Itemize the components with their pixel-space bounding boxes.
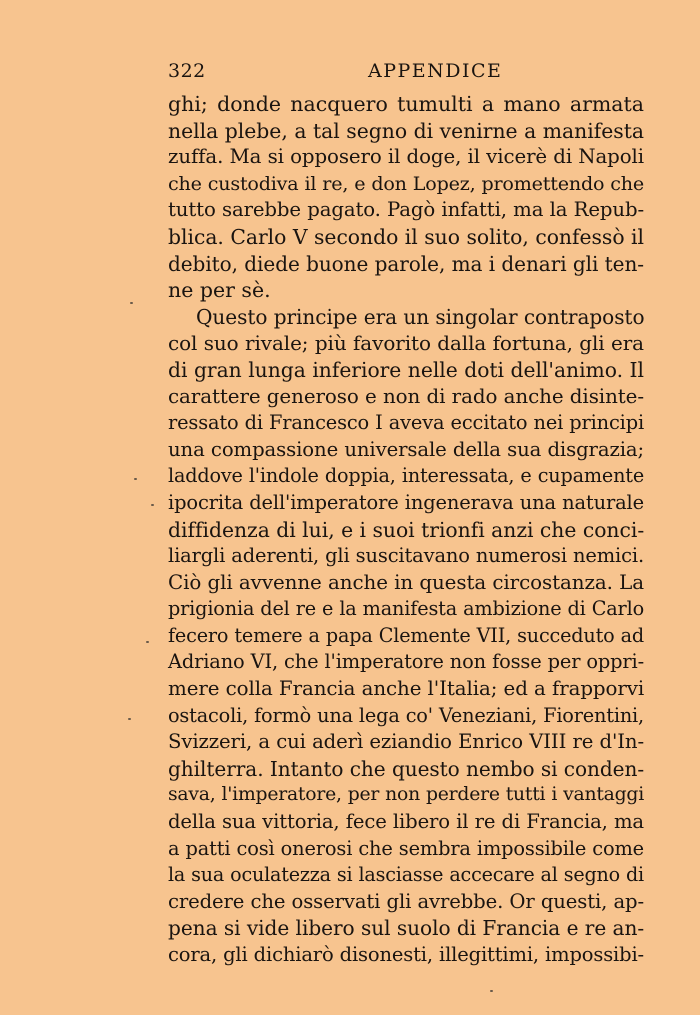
text-line: prigionia del re e la manifesta ambizione di Carlo (168, 597, 644, 621)
body-text (168, 91, 644, 969)
text-line: ressato di Francesco I aveva eccitato nei principi (168, 411, 644, 435)
margin-speck (128, 718, 131, 720)
text-line: Ciò gli avvenne anche in questa circostanza. La (168, 570, 644, 594)
page-header (168, 60, 648, 88)
text-line: col suo rivale; più favorito dalla fortuna, gli era (168, 331, 644, 356)
text-line: diffidenza di lui, e i suoi trionfi anzi che conci- (168, 517, 645, 542)
text-line: la sua oculatezza si lasciasse accecare al segno di (168, 863, 644, 887)
text-line: debito, diede buone parole, ma i denari gli ten- (168, 251, 644, 276)
text-line: ipocrita dell'imperatore ingenerava una naturale (168, 490, 644, 514)
text-line: zuffa. Ma si opposero il doge, il vicerè di Napoli (168, 145, 644, 169)
text-line: di gran lunga inferiore nelle doti dell'animo. Il (168, 357, 644, 382)
page-number: 322 (168, 60, 206, 82)
text-line: che custodiva il re, e don Lopez, promettendo che (168, 171, 644, 195)
margin-speck (151, 504, 154, 506)
text-line: Svizzeri, a cui aderì eziandio Enrico VIII re d'In- (168, 730, 644, 754)
text-line: carattere generoso e non di rado anche disinte- (168, 384, 644, 408)
text-line: ostacoli, formò una lega co' Veneziani, Fiorentini, (168, 703, 644, 727)
text-line: una compassione universale della sua disgrazia; (168, 437, 644, 461)
text-line: credere che osservati gli avrebbe. Or questi, ap- (168, 889, 644, 913)
text-line: sava, l'imperatore, per non perdere tutti i vantaggi (168, 784, 644, 806)
paragraph (168, 91, 644, 304)
running-head: APPENDICE (368, 60, 503, 82)
paragraph (168, 304, 644, 969)
margin-speck (146, 641, 149, 643)
text-line: a patti così onerosi che sembra impossibile come (168, 836, 644, 860)
text-line: nella plebe, a tal segno di venirne a manifesta (168, 118, 644, 143)
text-line: Questo principe era un singolar contraposto (196, 304, 645, 329)
margin-speck (130, 302, 133, 304)
text-line: ghi; donde nacquero tumulti a mano armata (168, 92, 644, 116)
text-line: laddove l'indole doppia, interessata, e cupamente (168, 464, 644, 488)
text-line: liargli aderenti, gli suscitavano numerosi nemici. (168, 544, 644, 568)
text-line: ghilterra. Intanto che questo nembo si conden- (168, 756, 645, 781)
text-line: della sua vittoria, fece libero il re di Francia, ma (168, 810, 644, 834)
text-line: cora, gli dichiarò disonesti, illegittimi, impossibi- (168, 943, 644, 966)
margin-speck (490, 990, 493, 992)
text-line: mere colla Francia anche l'Italia; ed a frapporvi (168, 677, 645, 701)
text-line: Adriano VI, che l'imperatore non fosse per oppri- (168, 650, 644, 674)
text-line: ne per sè. (168, 278, 271, 303)
margin-speck (134, 478, 137, 480)
text-line: tutto sarebbe pagato. Pagò infatti, ma la Repub- (168, 198, 644, 222)
text-line: pena si vide libero sul suolo di Francia e re an- (168, 916, 645, 941)
text-line: fecero temere a papa Clemente VII, succeduto ad (168, 623, 644, 647)
text-line: blica. Carlo V secondo il suo solito, confessò il (168, 224, 644, 249)
